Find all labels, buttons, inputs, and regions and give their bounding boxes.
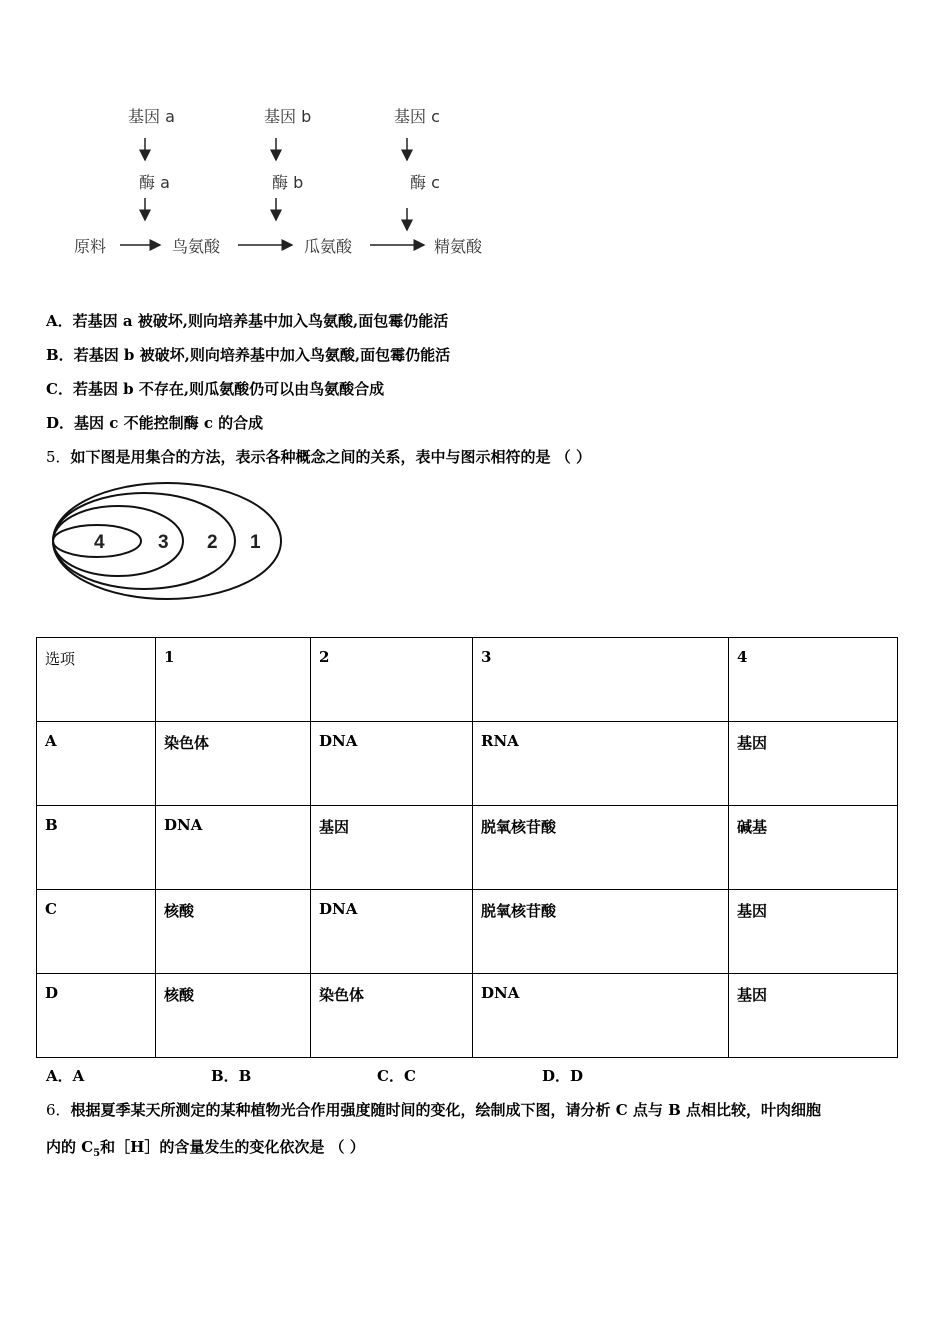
answer-choice-d: D．D (542, 1067, 584, 1085)
set-2-label: 2 (207, 532, 218, 553)
table-row (37, 806, 898, 890)
gene-c-label: 基因 c (394, 107, 440, 126)
nested-sets-venn-diagram (50, 478, 286, 604)
table-cell: 染色体 (311, 974, 473, 1058)
table-cell: C (37, 890, 156, 974)
table-cell: DNA (156, 806, 311, 890)
table-cell: 基因 (729, 890, 898, 974)
q6-text-line2-pre: 内的 C (46, 1138, 94, 1156)
set-1-label: 1 (250, 532, 261, 553)
q5-number: 5． (46, 448, 71, 466)
option-text: 若基因 a 被破坏,则向培养基中加入鸟氨酸,面包霉仍能活 (72, 312, 449, 330)
q6-subscript: 5 (93, 1148, 101, 1159)
enzyme-a-label: 酶 a (139, 173, 170, 192)
table-cell: D (37, 974, 156, 1058)
q4-option-a (46, 311, 448, 331)
table-cell: RNA (473, 722, 729, 806)
compound-arginine: 精氨酸 (434, 237, 483, 256)
q4-option-c (46, 379, 384, 399)
q4-option-d (46, 413, 263, 433)
answer-choice-c: C．C (377, 1067, 416, 1085)
answer-choice-b: B．B (211, 1067, 252, 1085)
option-text: 基因 c 不能控制酶 c 的合成 (74, 414, 264, 432)
compound-raw-material: 原料 (74, 237, 107, 256)
option-letter: B． (46, 346, 74, 364)
q6-text-line1: 根据夏季某天所测定的某种植物光合作用强度随时间的变化，绘制成下图，请分析 C 点与 B 点相比较，叶肉细胞 (70, 1101, 822, 1119)
table-row (37, 974, 898, 1058)
enzyme-b-label: 酶 b (272, 173, 304, 192)
table-row (37, 722, 898, 806)
table-cell: DNA (473, 974, 729, 1058)
q6-number: 6． (46, 1101, 71, 1119)
option-text: 若基因 b 被破坏,则向培养基中加入鸟氨酸,面包霉仍能活 (73, 346, 451, 364)
table-cell: 碱基 (729, 806, 898, 890)
table-cell: 核酸 (156, 890, 311, 974)
option-letter: A． (46, 312, 73, 330)
table-cell: 核酸 (156, 974, 311, 1058)
answer-choice-a: A．A (46, 1067, 85, 1085)
table-header-row (37, 638, 898, 722)
q6-stem-line2 (46, 1137, 365, 1164)
table-cell: DNA (311, 890, 473, 974)
table-cell: DNA (311, 722, 473, 806)
q5-table (36, 637, 898, 1058)
table-cell: 染色体 (156, 722, 311, 806)
table-row (37, 890, 898, 974)
table-cell: 3 (473, 638, 729, 722)
table-cell: 1 (156, 638, 311, 722)
table-cell: B (37, 806, 156, 890)
gene-a-label: 基因 a (128, 107, 175, 126)
compound-citrulline: 瓜氨酸 (304, 237, 353, 256)
table-cell: 选项 (37, 638, 156, 722)
enzyme-c-label: 酶 c (410, 173, 440, 192)
compound-ornithine: 鸟氨酸 (172, 237, 221, 256)
set-3-label: 3 (158, 532, 169, 553)
q6-text-line2-post: 和［H］的含量发生的变化依次是 （ ） (100, 1138, 365, 1156)
table-cell: 脱氧核苷酸 (473, 806, 729, 890)
table-cell: 脱氧核苷酸 (473, 890, 729, 974)
option-letter: D． (46, 414, 75, 432)
option-letter: C． (46, 380, 73, 398)
table-cell: 2 (311, 638, 473, 722)
gene-b-label: 基因 b (264, 107, 312, 126)
q4-option-b (46, 345, 450, 365)
q5-stem (46, 447, 591, 467)
q5-text: 如下图是用集合的方法，表示各种概念之间的关系，表中与图示相符的是 （ ） (70, 448, 591, 466)
table-cell: 基因 (729, 722, 898, 806)
table-cell: 基因 (311, 806, 473, 890)
q6-stem-line1 (46, 1100, 821, 1120)
table-cell: 4 (729, 638, 898, 722)
set-4-label: 4 (94, 532, 105, 553)
option-text: 若基因 b 不存在,则瓜氨酸仍可以由鸟氨酸合成 (72, 380, 385, 398)
table-cell: A (37, 722, 156, 806)
table-cell: 基因 (729, 974, 898, 1058)
metabolic-pathway-diagram (60, 100, 520, 270)
